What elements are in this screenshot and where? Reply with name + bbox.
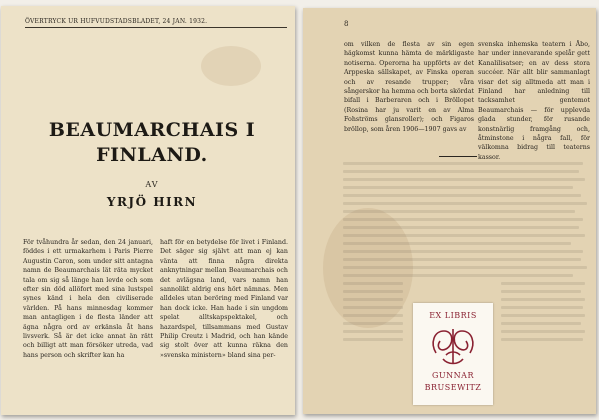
right-column-2: svenska inhemska teatern i Åbo, har under innevarande spelår gett Kanalilisatser; en av dess stora succéer. När allt blir sammanlagt visar det sig alltmeda att man i Finland har anledning till tacksamhet gentemot Beaumarchais — för upplevda glada stunder, för rusande konstnärlig framgång och, åtminstone i några fall, för välkomna bidrag till teaterns kassor. <box>478 41 590 161</box>
title-line-1: BEAUMARCHAIS I <box>48 119 256 141</box>
left-column-1: För tvåhundra år sedan, den 24 januari, föddes i ett urmakarhem i Paris Pierre Augustin Caron, som under sitt antagna namn de Beaumarchais lät räta mycket tala om sig så länge han levde och som efter sin död allöfort med sina lustspel synes känd i hela den civiliserade världen. På hans minnesdag kommer man antagligen i de flesta länder att ägna några ord av erkänsla åt hans livsverk. Så är det icke annat än rätt och billigt att man försöker utreda, vad hans person och skrifter kan ha <box>23 239 153 359</box>
bookplate-heading: EX LIBRIS <box>429 311 477 320</box>
article-title <box>21 118 283 168</box>
page-header: ÖVERTRYCK UR HUFVUDSTADSBLADET, 24 JAN. 1932. <box>25 18 208 25</box>
page-number: 8 <box>344 20 349 28</box>
author-name: YRJÖ HIRN <box>106 195 198 209</box>
end-rule <box>439 156 477 157</box>
right-column-1: om vilken de flesta av sin egen hägkomst kunna hämta de märkligaste notiserna. Operorna ha uppförts av det Arppeska sällskapet, av Finska operan och av resande trupper; våra sångerskor ha hemma och borta skördat bifall i Barberaren och i Bröllopet (Rosina har ju varit en av Alma Fohströms glansroller); och Figaros bröllop, som åren 1906—1907 gavs av <box>344 41 474 133</box>
owner-first-name: GUNNAR <box>432 371 474 380</box>
paper-stain <box>201 46 261 86</box>
byline-av: AV <box>145 180 159 189</box>
header-rule <box>25 27 287 28</box>
monogram-icon <box>428 323 478 367</box>
owner-last-name: BRUSEWITZ <box>424 383 482 392</box>
title-line-2: FINLAND. <box>96 144 208 166</box>
right-page <box>303 8 596 414</box>
ex-libris-bookplate <box>413 303 493 405</box>
left-page <box>1 6 295 415</box>
left-column-2: haft för en betydelse för livet i Finland. Det säger sig självt att man ej kan vänta att finna några direkta anknytningar mellan Beaumarchais och det avlägsna land, vars namn han sannolikt aldrig ens hört nämnas. Men alldeles utan beröring med Finland var han dock icke. Han hade i sin ungdom spelat alltskapspektakel, och hazardspel, tillsammans med Gustav Philip Creutz i Madrid, och han kände sig stolt över att kunna räkna den »svenska ministern» bland sina per- <box>160 239 288 359</box>
